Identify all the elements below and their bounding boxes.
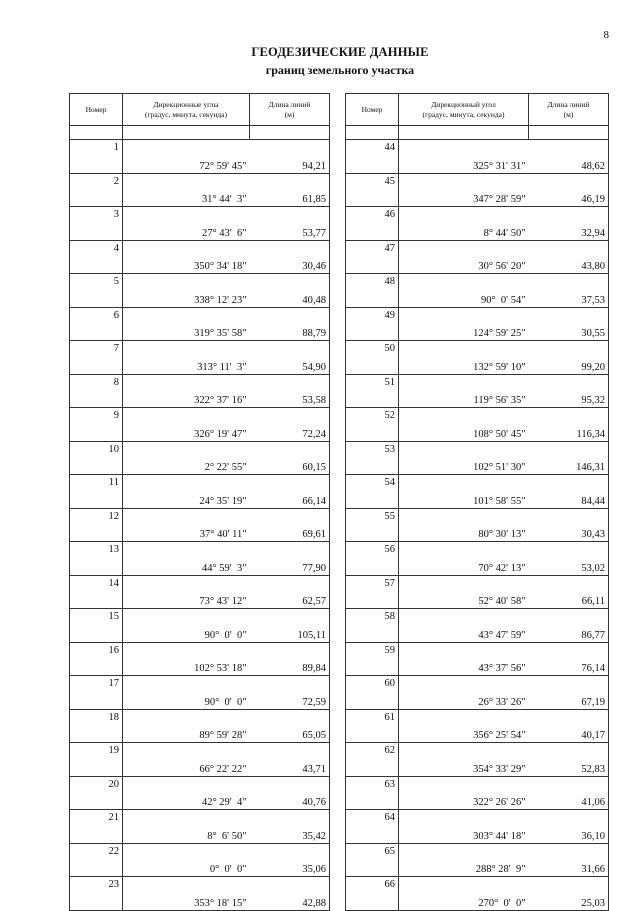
- line-length-cell: [529, 140, 609, 174]
- direction-angle: 2° 22' 55": [204, 462, 247, 473]
- line-length: 30,46: [302, 261, 326, 272]
- direction-angle: 270° 0' 0": [478, 897, 526, 909]
- line-length: 94,21: [302, 160, 326, 172]
- line-length-cell: [250, 676, 330, 710]
- direction-angle-cell: [123, 441, 250, 475]
- table-row: [70, 676, 330, 710]
- table-row: [346, 776, 609, 810]
- direction-angle-cell: [399, 508, 529, 542]
- header-length: Длина линий (м): [250, 94, 330, 126]
- line-length-cell: [529, 240, 609, 274]
- table-row: [346, 709, 609, 743]
- line-length: 46,19: [581, 194, 605, 205]
- point-number: 7: [70, 341, 123, 375]
- line-length: 72,59: [302, 696, 326, 708]
- spacer-cell: [123, 126, 250, 140]
- line-length: 41,06: [581, 797, 605, 808]
- table-row: [346, 609, 609, 643]
- direction-angle-cell: [399, 542, 529, 576]
- table-row: [346, 475, 609, 509]
- line-length-cell: [529, 843, 609, 877]
- table-row: [346, 240, 609, 274]
- table-row: [346, 374, 609, 408]
- line-length: 86,77: [581, 629, 605, 641]
- point-number: 50: [346, 341, 399, 375]
- direction-angle-cell: [123, 843, 250, 877]
- direction-angle-cell: [123, 475, 250, 509]
- line-length: 40,17: [581, 730, 605, 741]
- direction-angle: 353° 18' 15": [194, 897, 247, 909]
- table-row: [70, 408, 330, 442]
- direction-angle: 303° 44' 18": [473, 830, 526, 842]
- point-number: 51: [346, 374, 399, 408]
- point-number: 63: [346, 776, 399, 810]
- table-row: [70, 173, 330, 207]
- direction-angle-cell: [399, 374, 529, 408]
- line-length: 31,66: [581, 864, 605, 875]
- table-row: [70, 575, 330, 609]
- direction-angle: 31° 44' 3": [201, 194, 247, 205]
- line-length-cell: [250, 508, 330, 542]
- table-row: [70, 341, 330, 375]
- line-length: 76,14: [581, 663, 605, 674]
- line-length: 77,90: [302, 562, 326, 574]
- direction-angle: 89° 59' 28": [199, 730, 247, 741]
- direction-angle-cell: [123, 374, 250, 408]
- point-number: 47: [346, 240, 399, 274]
- line-length-cell: [529, 676, 609, 710]
- direction-angle: 30° 56' 20": [478, 261, 526, 272]
- direction-angle: 356° 25' 54": [473, 730, 526, 741]
- table-row: [346, 207, 609, 241]
- line-length-cell: [529, 810, 609, 844]
- point-number: 15: [70, 609, 123, 643]
- line-length: 67,19: [581, 696, 605, 708]
- direction-angle-cell: [399, 173, 529, 207]
- line-length: 88,79: [302, 328, 326, 339]
- table-row: [346, 408, 609, 442]
- line-length-cell: [529, 173, 609, 207]
- line-length-cell: [250, 374, 330, 408]
- table-row: [70, 743, 330, 777]
- point-number: 58: [346, 609, 399, 643]
- line-length-cell: [250, 743, 330, 777]
- point-number: 56: [346, 542, 399, 576]
- table-row: [346, 676, 609, 710]
- direction-angle-cell: [123, 642, 250, 676]
- spacer-cell: [529, 126, 609, 140]
- line-length-cell: [250, 341, 330, 375]
- direction-angle: 326° 19' 47": [194, 428, 247, 440]
- spacer-cell: [250, 126, 330, 140]
- direction-angle: 0° 0' 0": [209, 864, 247, 875]
- table-row: [70, 307, 330, 341]
- direction-angle: 42° 29' 4": [201, 797, 247, 808]
- line-length-cell: [529, 575, 609, 609]
- point-number: 60: [346, 676, 399, 710]
- point-number: 54: [346, 475, 399, 509]
- table-row: [70, 240, 330, 274]
- direction-angle-cell: [123, 207, 250, 241]
- point-number: 9: [70, 408, 123, 442]
- table-row: [346, 843, 609, 877]
- line-length-cell: [529, 274, 609, 308]
- table-row: [70, 441, 330, 475]
- line-length-cell: [250, 475, 330, 509]
- point-number: 12: [70, 508, 123, 542]
- direction-angle-cell: [123, 676, 250, 710]
- direction-angle-cell: [399, 843, 529, 877]
- direction-angle-cell: [123, 274, 250, 308]
- line-length: 146,31: [576, 462, 605, 473]
- direction-angle: 26° 33' 26": [478, 696, 526, 708]
- direction-angle: 350° 34' 18": [194, 261, 247, 272]
- header-number: Номер: [346, 94, 399, 126]
- point-number: 4: [70, 240, 123, 274]
- table-row: [346, 341, 609, 375]
- table-row: [70, 776, 330, 810]
- line-length-cell: [529, 307, 609, 341]
- direction-angle: 101° 58' 55": [473, 495, 526, 507]
- point-number: 57: [346, 575, 399, 609]
- direction-angle-cell: [123, 709, 250, 743]
- point-number: 64: [346, 810, 399, 844]
- direction-angle-cell: [123, 609, 250, 643]
- line-length: 66,11: [581, 596, 605, 607]
- line-length: 42,88: [302, 897, 326, 909]
- direction-angle-cell: [399, 810, 529, 844]
- table-row: [70, 475, 330, 509]
- direction-angle: 72° 59' 45": [199, 160, 247, 172]
- point-number: 65: [346, 843, 399, 877]
- direction-angle: 37° 40' 11": [199, 529, 247, 540]
- direction-angle-cell: [399, 140, 529, 174]
- line-length-cell: [250, 140, 330, 174]
- line-length: 36,10: [581, 830, 605, 842]
- point-number: 66: [346, 877, 399, 911]
- table-row: [70, 508, 330, 542]
- direction-angle-cell: [123, 173, 250, 207]
- line-length: 84,44: [581, 495, 605, 507]
- direction-angle: 132° 59' 10": [473, 361, 526, 373]
- table-row: [70, 642, 330, 676]
- table-row: [346, 274, 609, 308]
- direction-angle-cell: [123, 341, 250, 375]
- table-row: [70, 207, 330, 241]
- point-number: 23: [70, 877, 123, 911]
- direction-angle: 119° 56' 35": [473, 395, 526, 406]
- point-number: 48: [346, 274, 399, 308]
- table-row: [346, 441, 609, 475]
- spacer-cell: [399, 126, 529, 140]
- direction-angle-cell: [399, 642, 529, 676]
- direction-angle-cell: [399, 676, 529, 710]
- line-length-cell: [529, 776, 609, 810]
- line-length-cell: [529, 341, 609, 375]
- direction-angle: 66° 22' 22": [199, 763, 247, 775]
- table-row: [70, 140, 330, 174]
- header-angle: Дирекционные углы (градус, минута, секунда): [123, 94, 250, 126]
- direction-angle: 44° 59' 3": [201, 562, 247, 574]
- direction-angle-cell: [399, 709, 529, 743]
- point-number: 49: [346, 307, 399, 341]
- direction-angle: 73° 43' 12": [199, 596, 247, 607]
- line-length: 53,77: [302, 227, 326, 239]
- direction-angle-cell: [399, 341, 529, 375]
- document-subtitle: границ земельного участка: [265, 63, 415, 77]
- table-row: [346, 508, 609, 542]
- point-number: 6: [70, 307, 123, 341]
- direction-angle: 319° 35' 58": [194, 328, 247, 339]
- line-length: 30,55: [581, 328, 605, 339]
- point-number: 10: [70, 441, 123, 475]
- line-length: 66,14: [302, 495, 326, 507]
- page-number: 8: [603, 29, 609, 41]
- table-row: [346, 575, 609, 609]
- header-angle: Дирекционный угол (градус, минута, секунда): [399, 94, 529, 126]
- direction-angle: 90° 0' 54": [480, 294, 526, 306]
- line-length: 62,57: [302, 596, 326, 607]
- point-number: 16: [70, 642, 123, 676]
- spacer-cell: [346, 126, 399, 140]
- direction-angle-cell: [399, 408, 529, 442]
- line-length-cell: [529, 609, 609, 643]
- direction-angle-cell: [123, 240, 250, 274]
- point-number: 59: [346, 642, 399, 676]
- line-length-cell: [529, 441, 609, 475]
- point-number: 55: [346, 508, 399, 542]
- line-length: 89,84: [302, 663, 326, 674]
- direction-angle-cell: [399, 575, 529, 609]
- point-number: 19: [70, 743, 123, 777]
- line-length: 60,15: [302, 462, 326, 473]
- line-length: 40,76: [302, 797, 326, 808]
- direction-angle-cell: [399, 609, 529, 643]
- line-length-cell: [250, 810, 330, 844]
- point-number: 18: [70, 709, 123, 743]
- direction-angle: 8° 6' 50": [207, 830, 247, 842]
- direction-angle: 325° 31' 31": [473, 160, 526, 172]
- line-length: 52,83: [581, 763, 605, 775]
- table-row: [70, 709, 330, 743]
- direction-angle: 322° 37' 16": [194, 395, 247, 406]
- line-length: 32,94: [581, 227, 605, 239]
- direction-angle: 124° 59' 25": [473, 328, 526, 339]
- point-number: 2: [70, 173, 123, 207]
- point-number: 11: [70, 475, 123, 509]
- line-length-cell: [529, 408, 609, 442]
- line-length-cell: [250, 240, 330, 274]
- line-length-cell: [529, 508, 609, 542]
- table-row: [70, 609, 330, 643]
- point-number: 5: [70, 274, 123, 308]
- line-length-cell: [529, 207, 609, 241]
- line-length-cell: [250, 575, 330, 609]
- point-number: 53: [346, 441, 399, 475]
- direction-angle: 338° 12' 23": [194, 294, 247, 306]
- point-number: 61: [346, 709, 399, 743]
- point-number: 14: [70, 575, 123, 609]
- direction-angle: 313° 11' 3": [197, 361, 247, 373]
- line-length: 116,34: [576, 428, 605, 440]
- geodetic-table-left: [69, 93, 330, 911]
- line-length-cell: [250, 408, 330, 442]
- line-length-cell: [529, 542, 609, 576]
- direction-angle: 52° 40' 58": [478, 596, 526, 607]
- line-length: 54,90: [302, 361, 326, 373]
- line-length-cell: [250, 274, 330, 308]
- table-row: [346, 307, 609, 341]
- line-length: 61,85: [302, 194, 326, 205]
- direction-angle: 43° 47' 59": [478, 629, 526, 641]
- direction-angle: 80° 30' 13": [478, 529, 526, 540]
- line-length-cell: [250, 642, 330, 676]
- direction-angle-cell: [123, 810, 250, 844]
- direction-angle: 354° 33' 29": [473, 763, 526, 775]
- line-length: 99,20: [581, 361, 605, 373]
- point-number: 21: [70, 810, 123, 844]
- point-number: 22: [70, 843, 123, 877]
- direction-angle-cell: [399, 776, 529, 810]
- table-row: [346, 173, 609, 207]
- direction-angle: 70° 42' 13": [478, 562, 526, 574]
- line-length: 95,32: [581, 395, 605, 406]
- line-length: 35,42: [302, 830, 326, 842]
- line-length-cell: [250, 542, 330, 576]
- line-length-cell: [529, 743, 609, 777]
- table-row: [346, 542, 609, 576]
- direction-angle: 108° 50' 45": [473, 428, 526, 440]
- line-length: 72,24: [302, 428, 326, 440]
- spacer-cell: [70, 126, 123, 140]
- direction-angle-cell: [123, 307, 250, 341]
- line-length: 37,53: [581, 294, 605, 306]
- direction-angle-cell: [123, 575, 250, 609]
- direction-angle: 27° 43' 6": [201, 227, 247, 239]
- line-length-cell: [529, 642, 609, 676]
- direction-angle: 90° 0' 0": [204, 629, 247, 641]
- line-length: 43,71: [302, 763, 326, 775]
- line-length-cell: [250, 609, 330, 643]
- line-length-cell: [529, 709, 609, 743]
- direction-angle: 24° 35' 19": [199, 495, 247, 507]
- table-row: [70, 810, 330, 844]
- line-length: 40,48: [302, 294, 326, 306]
- point-number: 8: [70, 374, 123, 408]
- table-row: [346, 140, 609, 174]
- point-number: 3: [70, 207, 123, 241]
- line-length: 53,02: [581, 562, 605, 574]
- direction-angle: 322° 26' 26": [473, 797, 526, 808]
- document-title: ГЕОДЕЗИЧЕСКИЕ ДАННЫЕ: [251, 45, 429, 59]
- point-number: 45: [346, 173, 399, 207]
- line-length-cell: [529, 374, 609, 408]
- point-number: 17: [70, 676, 123, 710]
- direction-angle-cell: [123, 776, 250, 810]
- direction-angle-cell: [399, 274, 529, 308]
- direction-angle: 347° 28' 59": [473, 194, 526, 205]
- direction-angle-cell: [399, 240, 529, 274]
- line-length: 25,03: [581, 897, 605, 909]
- direction-angle-cell: [123, 140, 250, 174]
- table-row: [70, 542, 330, 576]
- direction-angle-cell: [399, 307, 529, 341]
- direction-angle-cell: [123, 743, 250, 777]
- direction-angle-cell: [399, 441, 529, 475]
- line-length: 53,58: [302, 395, 326, 406]
- line-length-cell: [250, 441, 330, 475]
- direction-angle-cell: [123, 408, 250, 442]
- line-length: 48,62: [581, 160, 605, 172]
- line-length: 105,11: [297, 629, 326, 641]
- point-number: 13: [70, 542, 123, 576]
- line-length-cell: [250, 709, 330, 743]
- direction-angle-cell: [399, 743, 529, 777]
- point-number: 46: [346, 207, 399, 241]
- table-row: [70, 374, 330, 408]
- table-row: [346, 642, 609, 676]
- geodetic-table-right: [345, 93, 609, 911]
- direction-angle: 102° 53' 18": [194, 663, 247, 674]
- direction-angle: 43° 37' 56": [478, 663, 526, 674]
- line-length-cell: [250, 307, 330, 341]
- line-length-cell: [250, 207, 330, 241]
- line-length: 35,06: [302, 864, 326, 875]
- line-length-cell: [250, 173, 330, 207]
- point-number: 1: [70, 140, 123, 174]
- table-row: [346, 810, 609, 844]
- point-number: 20: [70, 776, 123, 810]
- line-length-cell: [250, 843, 330, 877]
- point-number: 52: [346, 408, 399, 442]
- direction-angle-cell: [399, 207, 529, 241]
- direction-angle-cell: [123, 508, 250, 542]
- direction-angle-cell: [123, 542, 250, 576]
- line-length: 30,43: [581, 529, 605, 540]
- direction-angle: 8° 44' 50": [483, 227, 526, 239]
- line-length: 43,80: [581, 261, 605, 272]
- table-row: [346, 743, 609, 777]
- table-row: [70, 843, 330, 877]
- header-length: Длина линий (м): [529, 94, 609, 126]
- direction-angle: 90° 0' 0": [204, 696, 247, 708]
- header-number: Номер: [70, 94, 123, 126]
- direction-angle-cell: [399, 475, 529, 509]
- line-length: 69,61: [302, 529, 326, 540]
- line-length: 65,05: [302, 730, 326, 741]
- point-number: 44: [346, 140, 399, 174]
- direction-angle: 102° 51' 30": [473, 462, 526, 473]
- point-number: 62: [346, 743, 399, 777]
- line-length-cell: [250, 776, 330, 810]
- table-row: [70, 274, 330, 308]
- line-length-cell: [529, 475, 609, 509]
- direction-angle: 288° 28' 9": [475, 864, 526, 875]
